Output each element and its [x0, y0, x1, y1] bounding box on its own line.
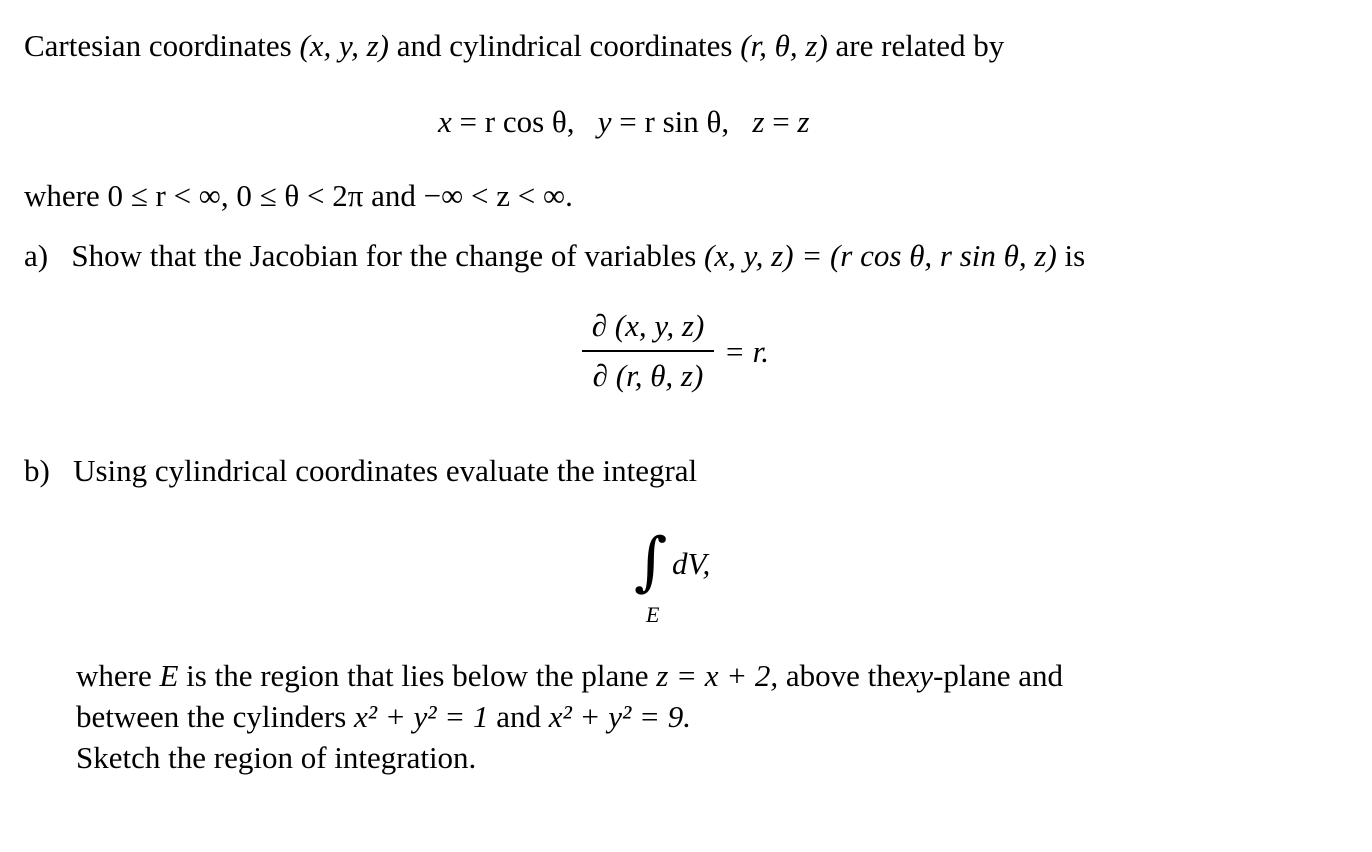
integral-sign-icon: ∫ — [634, 525, 668, 599]
relation-x-rhs: r cos θ, — [484, 104, 575, 139]
cylinder-2: x² + y² = 9. — [548, 699, 691, 734]
domain-and: and — [371, 178, 416, 213]
domain-line — [24, 180, 573, 211]
region-subscript: E — [646, 602, 660, 627]
intro-lead: Cartesian coordinates — [24, 28, 292, 63]
relation-x: x — [438, 104, 452, 139]
intro-tail: are related by — [835, 28, 1005, 63]
jacobian-numerator: ∂ (x, y, z) — [591, 308, 705, 343]
cartesian-tuple: (x, y, z) — [299, 28, 389, 63]
cylinder-1: x² + y² = 1 — [354, 699, 489, 734]
cylindrical-tuple: (r, θ, z) — [740, 28, 828, 63]
part-b-text: Using cylindrical coordinates evaluate the integral — [73, 453, 698, 488]
intro-line — [24, 30, 1004, 61]
region-desc-line-2: between the cylinders x² + y² = 1 and x² + y² = 9. — [76, 699, 691, 734]
integrand: dV, — [672, 546, 711, 581]
region-desc-line-1: where E is the region that lies below the plane z = x + 2, above thexy-plane and — [76, 658, 1064, 693]
part-a-map: (x, y, z) = (r cos θ, r sin θ, z) — [704, 238, 1057, 273]
r-range: 0 ≤ r < ∞, — [107, 178, 229, 213]
xy-symbol: xy — [905, 658, 934, 693]
jacobian-result: = r. — [724, 334, 770, 369]
domain-lead: where — [24, 178, 100, 213]
region-E: E — [159, 658, 179, 693]
part-a-line — [24, 240, 1085, 271]
plane-equation: z = x + 2, — [656, 658, 779, 693]
region-desc-line-3: Sketch the region of integration. — [76, 740, 477, 775]
relation-eq-2: = — [619, 104, 637, 139]
part-a-label: a) — [24, 238, 49, 273]
part-a-is: is — [1064, 238, 1086, 273]
relation-equations — [438, 106, 810, 137]
relation-z: z — [752, 104, 765, 139]
intro-mid: and cylindrical coordinates — [396, 28, 733, 63]
part-b-label: b) — [24, 453, 50, 488]
relation-z-rhs: z — [797, 104, 810, 139]
relation-eq-1: = — [459, 104, 477, 139]
relation-eq-3: = — [772, 104, 790, 139]
jacobian-denominator: ∂ (r, θ, z) — [592, 357, 704, 393]
theta-range: 0 ≤ θ < 2π — [236, 178, 364, 213]
part-b-line — [24, 455, 697, 486]
z-range: −∞ < z < ∞. — [423, 178, 573, 213]
jacobian-fraction — [578, 308, 718, 394]
part-a-text: Show that the Jacobian for the change of variables — [71, 238, 697, 273]
relation-y-rhs: r sin θ, — [644, 104, 730, 139]
relation-y: y — [597, 104, 612, 139]
